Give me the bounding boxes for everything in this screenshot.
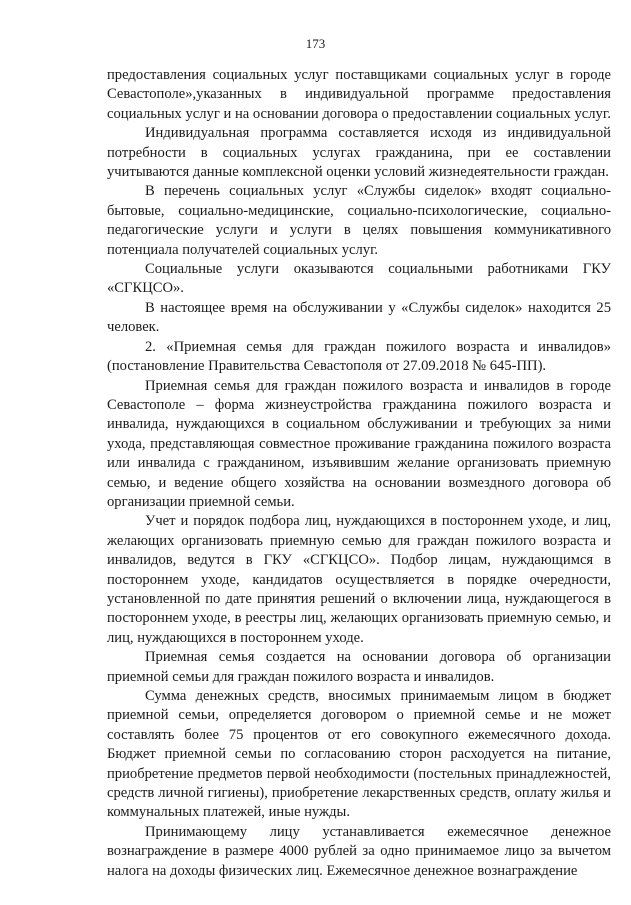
paragraph-continuation: предоставления социальных услуг поставщиками социальных услуг в городе Севастополе»,указанных в индивидуальной программе предоставления социальных услуг и на основании договора о предоставлении социальных услуг.	[107, 67, 611, 122]
paragraph-remuneration: Принимающему лицу устанавливается ежемесячное денежное вознаграждение в размере 4000 рублей за одно принимаемое лицо за вычетом налога на доходы физических лиц. Ежемесячное денежное вознаграждение	[107, 823, 611, 879]
paragraph-foster-family-definition: Приемная семья для граждан пожилого возраста и инвалидов в городе Севастополе – форма жизнеустройства гражданина пожилого возраста и инвалида, нуждающихся в социальном обслуживании и требующих за ними ухода, представляющая совместное проживание гражданина пожилого возраста или инвалида с гражданином, изъявившим желание организовать приемную семью, и ведение общего хозяйства на основании возмездного договора об организации приемной семьи.	[107, 377, 611, 510]
page-number: 173	[305, 36, 326, 51]
paragraph-service-providers: Социальные услуги оказываются социальными работниками ГКУ «СГКЦСО».	[107, 261, 611, 297]
paragraph-individual-program: Индивидуальная программа составляется исходя из индивидуальной потребности в социальных услугах гражданина, при ее составлении учитываются данные комплексной оценки условий жизнедеятельности граждан.	[107, 125, 611, 181]
paragraph-services-list: В перечень социальных услуг «Службы сиделок» входят социально-бытовые, социально-медицинские, социально-психологические, социально-педагогические услуги и услуги в целях повышения коммуникативного потенциала получателей социальных услуг.	[107, 183, 611, 258]
paragraph-selection-procedure: Учет и порядок подбора лиц, нуждающихся в постороннем уходе, и лиц, желающих организовать приемную семью для граждан пожилого возраста и инвалидов, ведутся в ГКУ «СГКЦСО». Подбор лицам, нуждающимся в постороннем уходе, кандидатов осуществляется в порядке очередности, установленной по дате принятия решений о включении лица, нуждающегося в постороннем уходе, в реестры лиц, желающих организовать приемную семью, и лиц, нуждающихся в постороннем уходе.	[107, 513, 611, 646]
paragraph-family-budget: Сумма денежных средств, вносимых принимаемым лицом в бюджет приемной семьи, определяется договором о приемной семье и не может составлять более 75 процентов от его совокупного ежемесячного дохода. Бюджет приемной семьи по согласованию сторон расходуется на питание, приобретение предметов первой необходимости (постельных принадлежностей, средств личной гигиены), приобретение лекарственных средств, оплату жилья и коммунальных платежей, иные нужды.	[107, 688, 611, 821]
body-text	[107, 66, 611, 881]
paragraph-current-clients: В настоящее время на обслуживании у «Службы сиделок» находится 25 человек.	[107, 299, 611, 336]
paragraph-contract-basis: Приемная семья создается на основании договора об организации приемной семьи для граждан пожилого возраста и инвалидов.	[107, 649, 611, 685]
paragraph-foster-family-heading: 2. «Приемная семья для граждан пожилого возраста и инвалидов» (постановление Правительства Севастополя от 27.09.2018 № 645-ПП).	[107, 338, 611, 375]
